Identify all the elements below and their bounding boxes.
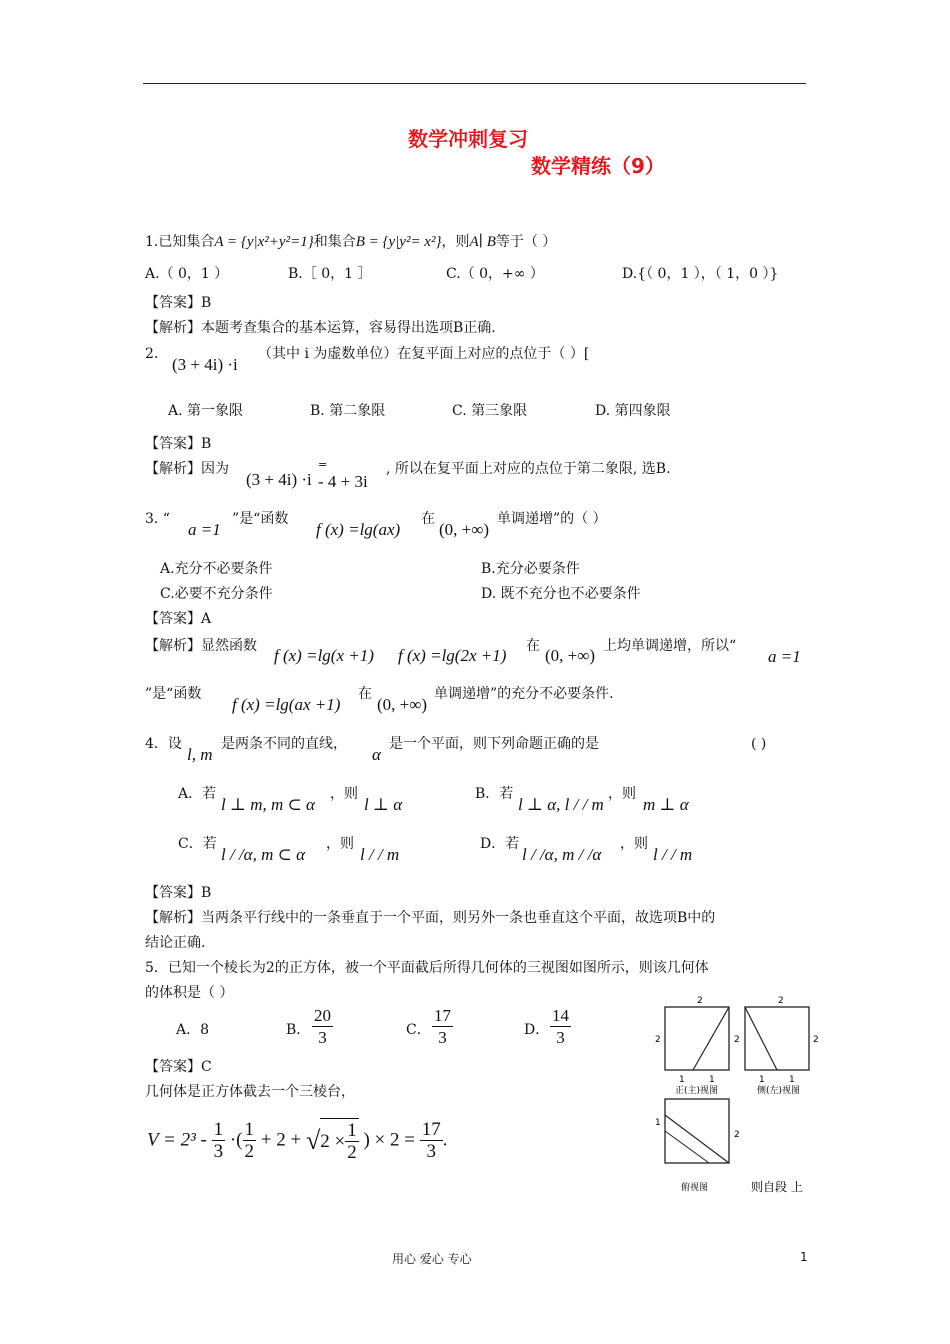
q3-answer: 【答案】A: [145, 611, 212, 627]
q4-p2: 是两条不同的直线，: [221, 736, 347, 752]
q5-c-denominator: 3: [438, 1028, 447, 1047]
q4-b-condition: l ⊥ α, l / / m: [518, 795, 604, 814]
q5-option-d: [550, 1006, 571, 1049]
q3-p3: 在: [421, 511, 435, 527]
q5-d-denominator: 3: [556, 1028, 565, 1047]
q4-d-condition: l / /α, m / /α: [522, 845, 602, 864]
side-view-square: [745, 1007, 809, 1070]
q3-analysis-m1: f (x) =lg(x +1): [274, 646, 374, 665]
q4-b-result: m ⊥ α: [643, 795, 689, 814]
sqrt-symbol: √: [305, 1126, 321, 1155]
q1-stem: 1.已知集合A = {y|x²+y²=1}和集合B = {y|y²= x²}，则A∣ B等于（ ）: [145, 234, 557, 250]
q5-stem-line1: 5．已知一个棱长为2的正方体，被一个平面截后所得几何体的三视图如图所示，则该几何体: [145, 960, 709, 976]
page-number: 1: [800, 1250, 808, 1264]
q4-answer: 【答案】B: [145, 885, 212, 901]
q3-analysis-m3: (0, +∞): [545, 646, 596, 665]
q3-analysis-m2: f (x) =lg(2x +1): [398, 646, 507, 665]
label-front-view: 正(主)视图: [675, 1086, 719, 1096]
q2-analysis-math: (3 + 4i) ·i: [246, 470, 312, 489]
q3-m3: (0, +∞): [439, 520, 490, 539]
q4-c-result: l / / m: [360, 845, 400, 864]
q3-option-b: B.充分必要条件: [481, 561, 580, 577]
q4-a-then: ，则: [330, 786, 358, 802]
q4-analysis-line2: 结论正确.: [145, 935, 206, 951]
q5-option-c: [432, 1006, 453, 1049]
q3-m1: a =1: [188, 520, 221, 539]
cut-off-text: 则自段 上: [751, 1180, 803, 1194]
q4-p1: 4．设: [145, 736, 182, 752]
q5-option-b-label: B．: [286, 1022, 311, 1038]
q5-b-numerator: 20: [314, 1006, 331, 1025]
q2-analysis-eq: =: [318, 458, 328, 471]
q1-analysis: 【解析】本题考查集合的基本运算，容易得出选项B正确.: [145, 320, 496, 336]
q3-analysis-m4: a =1: [768, 647, 801, 666]
q3-analysis-a: 【解析】显然函数: [145, 638, 257, 654]
dim-top-side: 2: [778, 996, 784, 1006]
q5-note: 几何体是正方体截去一个三棱台，: [145, 1084, 355, 1100]
q1-option-c: C.（ 0，+∞ ）: [446, 266, 544, 282]
q4-a-result: l ⊥ α: [364, 795, 403, 814]
q3-analysis-m5: f (x) =lg(ax +1): [232, 695, 341, 714]
q3-analysis-e: 在: [358, 686, 372, 702]
q3-analysis-c: 上均单调递增，所以“: [603, 638, 737, 654]
q5-answer: 【答案】C: [145, 1059, 212, 1075]
dim-right-side: 2: [813, 1035, 819, 1045]
q3-p1: 3. “: [145, 511, 170, 527]
dim-left-front: 2: [655, 1035, 661, 1045]
q4-p3: 是一个平面，则下列命题正确的是: [389, 736, 599, 752]
q2-math: (3 + 4i) ·i: [172, 355, 238, 374]
q3-option-c: C.必要不充分条件: [160, 586, 273, 602]
dim-left-top: 1: [655, 1118, 661, 1128]
q3-analysis-b: 在: [526, 638, 540, 654]
q5-formula: V = 2³ - $\frac{1}{3}$ ·( $\frac{1}{2}$ + 2 + √2 × $\frac{1}{2}$ ) × 2 = $\frac{17}{3}$ .: [147, 1118, 448, 1163]
dim-bottom-3: 1: [759, 1075, 765, 1085]
q3-p4: 单调递增”的（ ）: [497, 511, 607, 527]
q3-analysis-m6: (0, +∞): [377, 695, 428, 714]
q4-d-label: D．若: [480, 836, 520, 852]
q4-c-condition: l / /α, m ⊂ α: [221, 845, 306, 864]
q2-analysis-suffix: , 所以在复平面上对应的点位于第二象限, 选B.: [386, 461, 671, 477]
front-view-diagonal: [693, 1007, 729, 1070]
q5-option-a: A．8: [176, 1022, 210, 1038]
q2-analysis-prefix: 【解析】因为: [145, 461, 229, 477]
q2-stem: （其中 i 为虚数单位）在复平面上对应的点位于（ ）[: [258, 346, 590, 362]
label-top-view: 俯视图: [681, 1183, 709, 1193]
title-main: 数学冲刺复习: [408, 127, 528, 151]
q5-option-d-label: D．: [524, 1022, 550, 1038]
q5-option-c-label: C．: [406, 1022, 431, 1038]
q2-option-c: C. 第三象限: [452, 403, 528, 419]
q4-b-label: B．若: [475, 786, 514, 802]
q3-analysis-f: 单调递增”的充分不必要条件.: [434, 686, 614, 702]
dim-right-top: 2: [734, 1130, 740, 1140]
top-view-square: [665, 1099, 729, 1163]
dim-right-front: 2: [734, 1035, 740, 1045]
q2-analysis-result: - 4 + 3i: [318, 472, 368, 491]
q4-m1: l, m: [187, 745, 213, 764]
q5-b-denominator: 3: [318, 1028, 327, 1047]
q1-option-a: A.（ 0，1 ）: [145, 266, 229, 282]
footer-motto: 用心 爱心 专心: [392, 1252, 472, 1266]
q5-c-numerator: 17: [434, 1006, 451, 1025]
top-view-diagonal-1: [665, 1115, 729, 1163]
three-view-drawing: [645, 995, 835, 1195]
dim-top-front: 2: [697, 996, 703, 1006]
q4-b-then: ，则: [608, 786, 636, 802]
q4-m2: α: [372, 745, 381, 764]
q3-option-d: D. 既不充分也不必要条件: [481, 586, 641, 602]
q4-a-condition: l ⊥ m, m ⊂ α: [221, 795, 315, 814]
q5-stem-line2: 的体积是（ ）: [145, 985, 234, 1001]
q1-option-b: B.［ 0，1 ］: [288, 266, 372, 282]
q3-option-a: A.充分不必要条件: [160, 561, 273, 577]
q4-d-then: ，则: [620, 836, 648, 852]
q4-c-label: C．若: [178, 836, 217, 852]
top-view-diagonal-2: [665, 1131, 709, 1163]
q1-answer: 【答案】B: [145, 295, 212, 311]
dim-bottom-2: 1: [709, 1075, 715, 1085]
q3-p2: ”是“函数: [232, 511, 289, 527]
q4-analysis-line1: 【解析】当两条平行线中的一条垂直于一个平面，则另外一条也垂直这个平面，故选项B中的: [145, 910, 716, 926]
front-view-square: [665, 1007, 729, 1070]
q2-option-b: B. 第二象限: [310, 403, 386, 419]
header-rule: [143, 83, 806, 84]
q1-option-d: D.{（ 0，1 ），（ 1，0 ）}: [622, 266, 779, 282]
q4-paren: ( ): [751, 736, 767, 752]
q5-d-numerator: 14: [552, 1006, 569, 1025]
q4-a-label: A．若: [178, 786, 217, 802]
side-view-diagonal: [745, 1007, 777, 1070]
q4-c-then: ，则: [326, 836, 354, 852]
q5-option-b: [312, 1006, 333, 1049]
label-side-view: 侧(左)视图: [757, 1086, 801, 1096]
q4-d-result: l / / m: [653, 845, 693, 864]
q3-analysis-d: ”是“函数: [145, 686, 202, 702]
q3-m2: f (x) =lg(ax): [316, 520, 401, 539]
q2-answer: 【答案】B: [145, 436, 212, 452]
q2-option-a: A. 第一象限: [168, 403, 244, 419]
q2-number: 2.: [145, 346, 159, 362]
title-sub: 数学精练（9）: [531, 154, 665, 178]
dim-bottom-1: 1: [679, 1075, 685, 1085]
three-view-figure: [645, 995, 835, 1195]
q2-option-d: D. 第四象限: [595, 403, 671, 419]
dim-bottom-4: 1: [789, 1075, 795, 1085]
